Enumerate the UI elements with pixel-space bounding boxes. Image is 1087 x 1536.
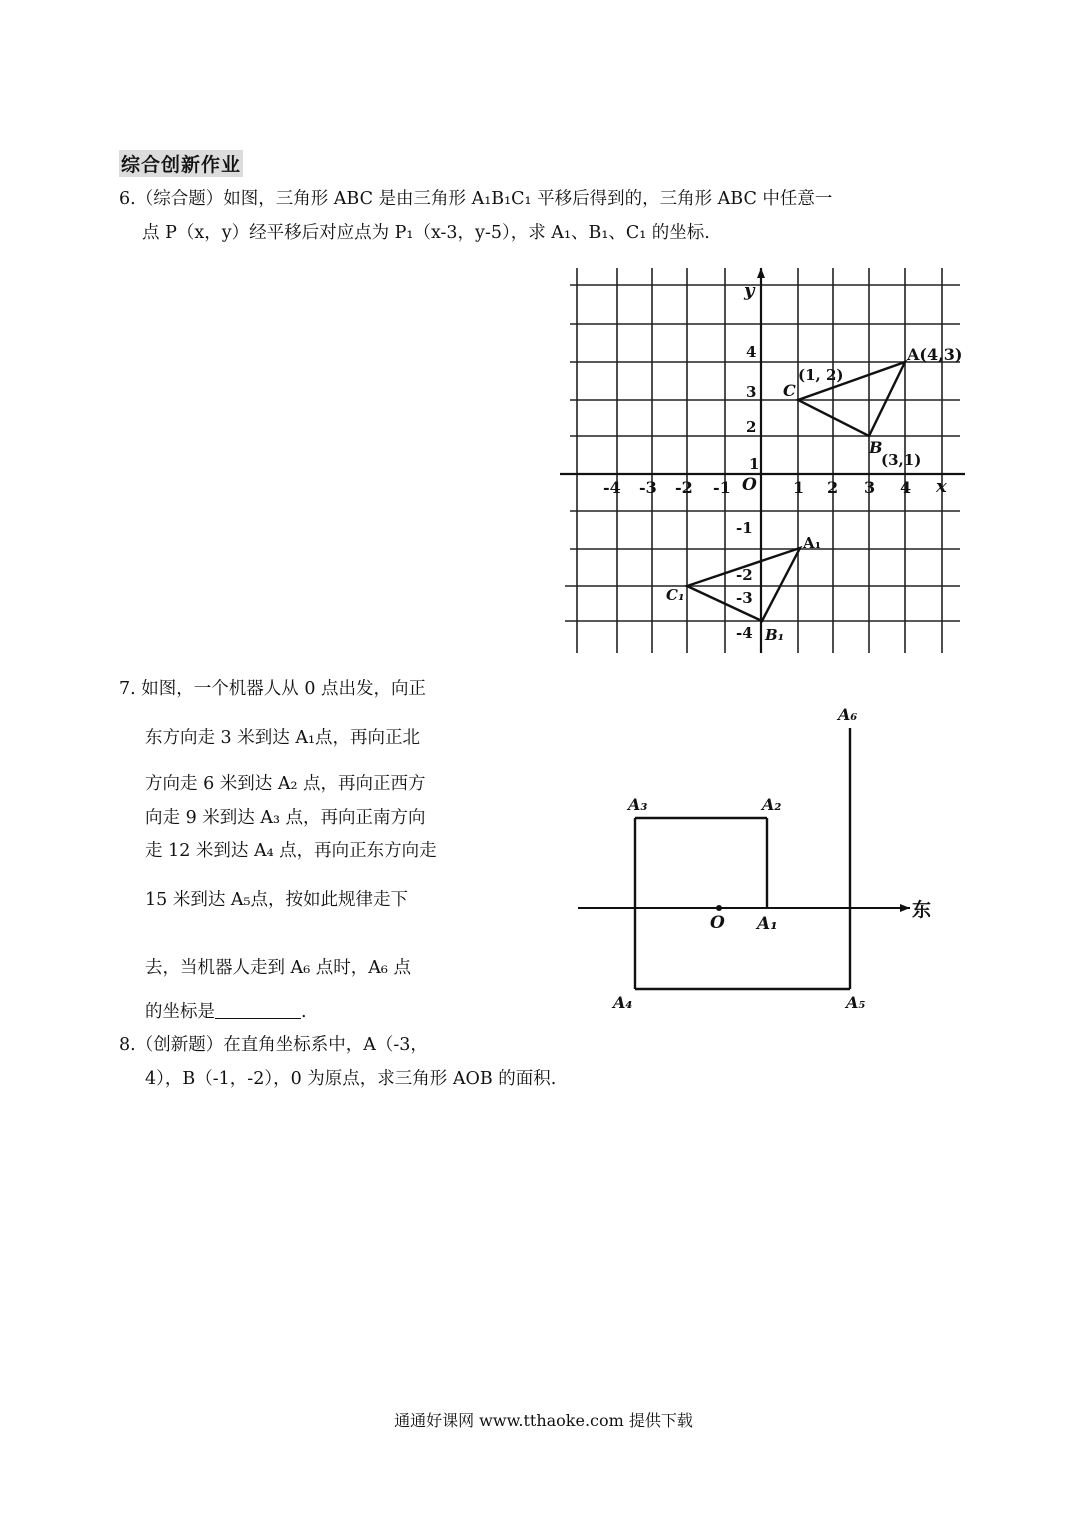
q7-line8-prefix: 的坐标是: [145, 1002, 215, 1022]
q8-line1: 8.（创新题）在直角坐标系中，A（-3，: [119, 1035, 428, 1055]
q7-line4: 向走 9 米到达 A₃ 点，再向正南方向: [145, 808, 426, 828]
a5-label: A₅: [846, 993, 866, 1012]
origin-dot: [716, 905, 722, 911]
y-tick-label: -4: [736, 624, 753, 642]
x-tick-label: -3: [639, 478, 657, 497]
q7-line3: 方向走 6 米到达 A₂ 点，再向正西方: [145, 774, 426, 794]
y-tick-label: -2: [736, 566, 753, 584]
y-tick-label: 3: [746, 383, 757, 401]
point-c-label: C: [783, 381, 796, 400]
point-c-coord: (1, 2): [798, 366, 844, 384]
east-label: 东: [912, 899, 932, 921]
x-tick-label: -4: [603, 478, 621, 497]
x-tick-label: 4: [900, 478, 912, 497]
origin-label: O: [742, 475, 757, 495]
origin-label: O: [710, 913, 725, 933]
x-tick-label: 2: [827, 478, 839, 497]
x-axis-label: x: [936, 476, 947, 497]
q7-line1: 7. 如图，一个机器人从 0 点出发，向正: [119, 679, 427, 699]
q7-line6: 15 米到达 A₅点，按如此规律走下: [145, 890, 409, 910]
x-tick-label: -2: [675, 478, 693, 497]
x-tick-label: 3: [864, 478, 876, 497]
point-b-coord: (3,1): [881, 451, 922, 469]
a4-label: A₄: [613, 993, 633, 1012]
point-a1-label: A₁: [803, 534, 822, 552]
triangle-a1b1c1: [687, 548, 800, 621]
page-footer: 通通好课网 www.tthaoke.com 提供下载: [394, 1411, 693, 1430]
q7-line5: 走 12 米到达 A₄ 点，再向正东方向走: [145, 841, 437, 861]
point-b1-label: B₁: [765, 626, 785, 644]
q7-line2: 东方向走 3 米到达 A₁点，再向正北: [145, 728, 420, 748]
a2-label: A₂: [762, 795, 782, 814]
y-axis-arrow: [757, 268, 765, 278]
point-a-label: A(4,3): [907, 345, 963, 364]
y-tick-label: -1: [736, 519, 753, 537]
q7-line8-suffix: .: [301, 1002, 307, 1022]
point-b-label: B: [869, 438, 883, 457]
x-tick-label: 1: [793, 478, 805, 497]
y-tick-label: 1: [749, 455, 760, 473]
answer-blank: [215, 1000, 301, 1019]
point-c1-label: C₁: [666, 586, 685, 604]
q6-line1: 6.（综合题）如图，三角形 ABC 是由三角形 A₁B₁C₁ 平移后得到的，三角形 ABC 中任意一: [119, 189, 833, 209]
y-tick-label: 4: [746, 343, 757, 361]
q7-line7: 去，当机器人走到 A₆ 点时，A₆ 点: [145, 958, 411, 978]
coordinate-grid-figure: [560, 268, 970, 658]
section-title: 综合创新作业: [119, 150, 243, 177]
q7-line8: [145, 1000, 307, 1024]
a6-label: A₆: [838, 705, 858, 724]
a3-label: A₃: [628, 795, 648, 814]
y-axis-label: y: [744, 280, 755, 301]
y-tick-label: -3: [736, 589, 753, 607]
y-tick-label: 2: [746, 418, 757, 436]
east-arrow: [900, 904, 910, 912]
x-tick-label: -1: [713, 478, 731, 497]
q8-line2: 4），B（-1，-2），0 为原点，求三角形 AOB 的面积.: [145, 1069, 557, 1089]
q6-line2: 点 P（x，y）经平移后对应点为 P₁（x-3，y-5），求 A₁、B₁、C₁ 的坐标.: [142, 223, 710, 243]
a1-label: A₁: [757, 914, 778, 934]
robot-path-figure: [570, 700, 950, 1020]
